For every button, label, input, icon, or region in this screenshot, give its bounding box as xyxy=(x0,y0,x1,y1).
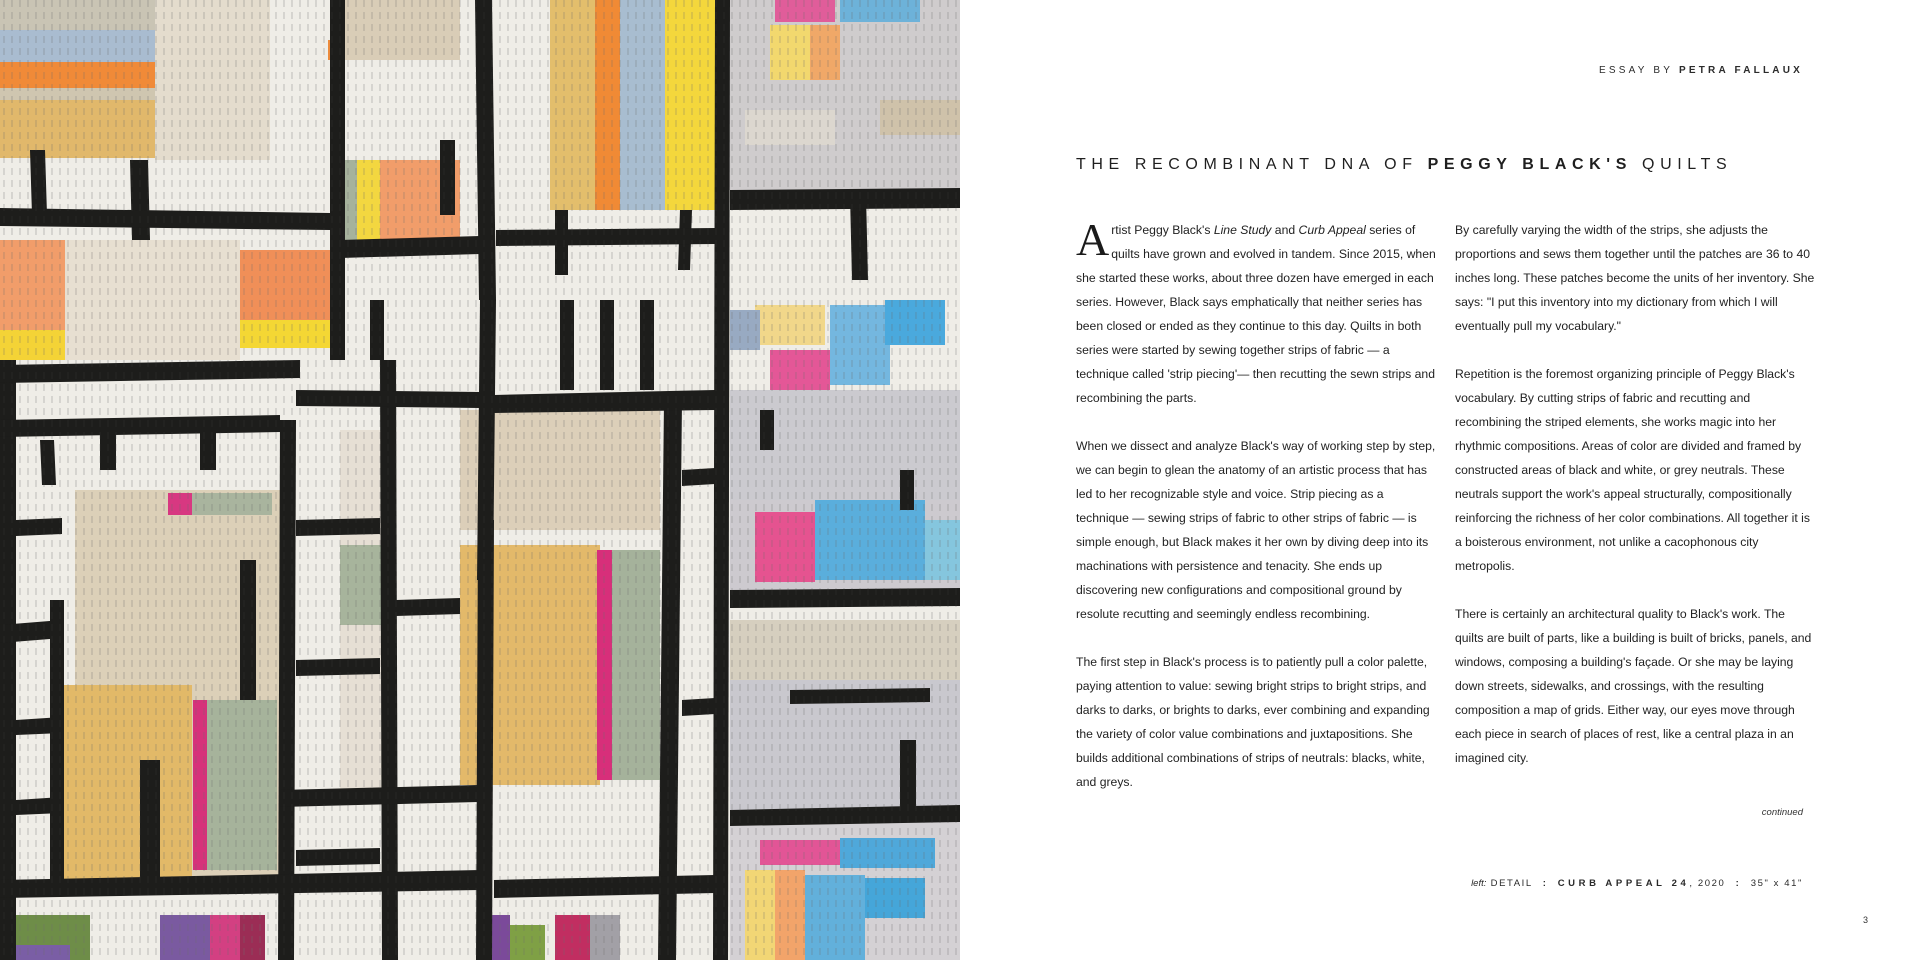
paragraph: By carefully varying the width of the strips, she adjusts the proportions and sews them together until the patches are 36 to 40 inches long. These patches become the units of her inventory. She says: "I put this inventory into my dictionary from which I will eventually pull my vocabulary." xyxy=(1455,223,1815,333)
text-column-left xyxy=(1076,205,1436,794)
caption-year: , 2020 xyxy=(1689,878,1726,889)
continued-note: continued xyxy=(1761,807,1803,818)
essay-page xyxy=(960,0,1920,960)
paragraph: The first step in Black's process is to patiently pull a color palette, paying attention to value: sewing bright strips to bright strips, and darks to darks, or brights to darks, ever combining and expanding the variety of color value combinations and juxtapositions. She builds additional combinations of strips of neutrals: blacks, white, and greys. xyxy=(1076,655,1430,789)
byline xyxy=(1599,65,1803,76)
paragraph-text: series of quilts have grown and evolved in tandem. Since 2015, when she started these works, about three dozen have emerged in each series. However, Black says emphatically that neither series has been closed or ended as they continue to this day. Quilts in both series were started by sewing together strips of fabric — a technique called 'strip piecing'— then recutting the sewn strips and recombining the parts. xyxy=(1076,223,1436,405)
title-name: PEGGY BLACK'S xyxy=(1427,156,1632,173)
drop-cap: A xyxy=(1076,214,1110,265)
essay-title xyxy=(1076,156,1732,174)
byline-prefix: ESSAY BY xyxy=(1599,65,1673,76)
series-title-line-study: Line Study xyxy=(1213,223,1272,237)
series-title-curb-appeal: Curb Appeal xyxy=(1298,223,1366,237)
paragraph xyxy=(1076,205,1436,410)
paragraph-text: and xyxy=(1271,223,1299,237)
page-number: 3 xyxy=(1862,915,1868,925)
text-column-right xyxy=(1455,218,1815,770)
paragraph: Repetition is the foremost organizing principle of Peggy Black's vocabulary. By cutting strips of fabric and recutting and recombining the striped elements, she works magic into her rhythmic compositions. Areas of color are divided and framed by constructed areas of black and white, or grey neutrals. These neutrals support the work's appeal structurally, compositionally reinforcing the richness of her color combinations. All together it is a boisterous environment, not unlike a cacophonous city metropolis. xyxy=(1455,367,1810,573)
paragraph-text: rtist Peggy Black's xyxy=(1111,223,1214,237)
title-lead: THE RECOMBINANT DNA OF xyxy=(1076,156,1418,173)
caption-separator: : xyxy=(1542,878,1548,889)
title-tail: QUILTS xyxy=(1642,156,1733,173)
caption-detail: DETAIL xyxy=(1490,878,1533,889)
byline-author: PETRA FALLAUX xyxy=(1678,65,1803,76)
caption-size: 35" x 41" xyxy=(1750,878,1803,889)
paragraph: There is certainly an architectural quality to Black's work. The quilts are built of parts, like a building is built of bricks, panels, and windows, composing a building's façade. Or she may be laying down streets, sidewalks, and crossings, with the resulting composition a map of grids. Either way, our eyes move through each piece in search of places of rest, like a central plaza in an imagined city. xyxy=(1455,607,1812,765)
image-caption xyxy=(1471,878,1803,889)
caption-lead: left: xyxy=(1471,878,1487,889)
caption-work-title: CURB APPEAL 24 xyxy=(1557,878,1690,889)
paragraph: When we dissect and analyze Black's way of working step by step, we can begin to glean the anatomy of an artistic process that has led to her recognizable style and voice. Strip piecing as a technique — sewing strips of fabric to other strips of fabric — is simple enough, but Black makes it her own by diving deep into its machinations with persistence and tenacity. She ends up discovering new configurations and compositional ground by resolute recutting and seemingly endless recombining. xyxy=(1076,439,1436,621)
caption-separator: : xyxy=(1735,878,1741,889)
